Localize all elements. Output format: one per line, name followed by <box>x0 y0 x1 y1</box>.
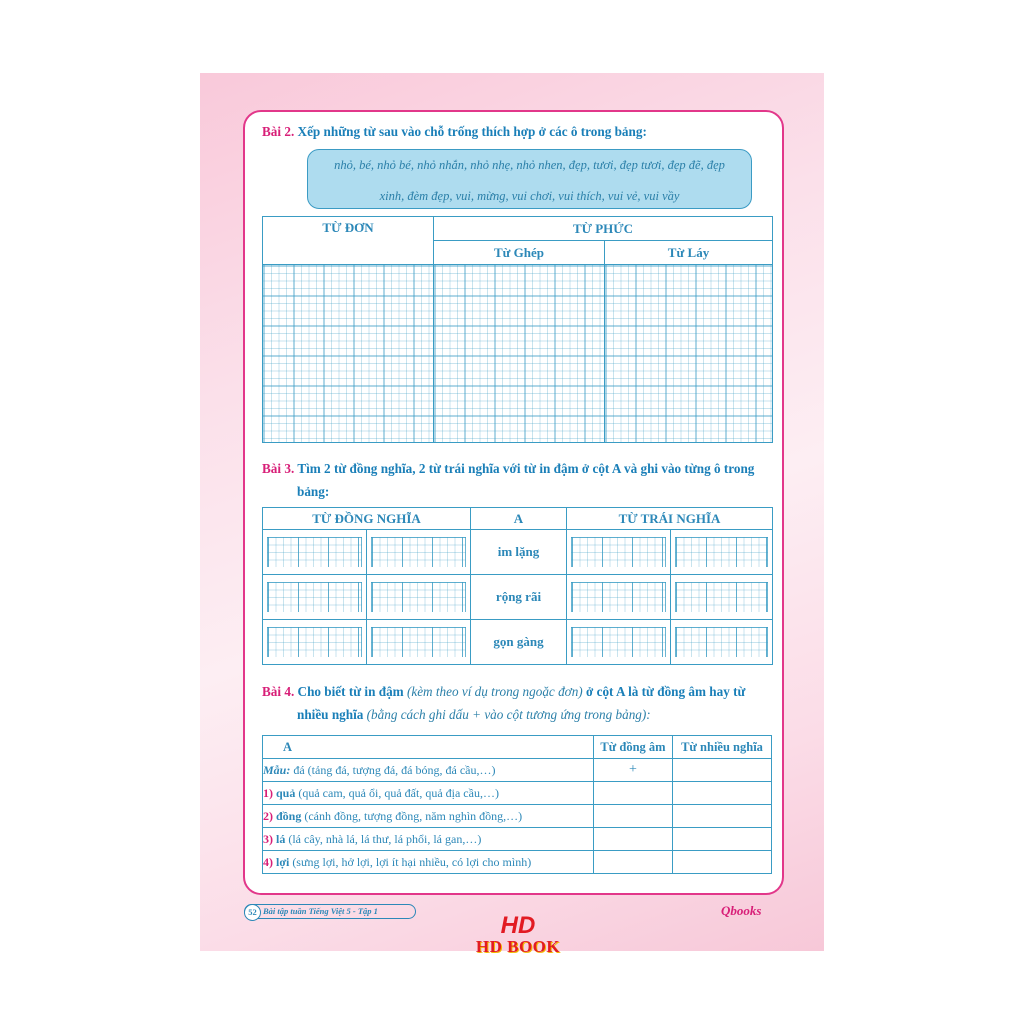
nhieu-nghia-cell[interactable] <box>673 782 772 805</box>
brand-logo: Qbooks <box>721 903 762 918</box>
ex3-heading <box>262 457 777 503</box>
ex2-word-box <box>307 149 752 209</box>
ex4-title-part2: ở cột A là từ đồng âm hay từ <box>586 684 746 699</box>
word-im-lang: im lặng <box>471 530 567 575</box>
ex4-title-part1: Cho biết từ in đậm <box>297 684 404 699</box>
row-la <box>263 828 594 851</box>
ex4-heading <box>262 680 777 726</box>
sample-mark: + <box>594 759 673 782</box>
dong-nghia-box[interactable] <box>267 627 362 657</box>
page-number: 52 <box>244 904 261 921</box>
dong-am-cell[interactable] <box>594 805 673 828</box>
dong-nghia-box[interactable] <box>371 537 466 567</box>
ex4-number: Bài 4. <box>262 684 295 699</box>
nhieu-nghia-cell[interactable] <box>673 851 772 874</box>
header-trai-nghia: TỪ TRÁI NGHĨA <box>567 508 773 530</box>
trai-nghia-box[interactable] <box>571 537 666 567</box>
sample-nhieu-nghia-cell <box>673 759 772 782</box>
dong-am-cell[interactable] <box>594 828 673 851</box>
dong-am-cell[interactable] <box>594 851 673 874</box>
sample-text: đá (tảng đá, tượng đá, đá bóng, đá cầu,…) <box>293 762 496 777</box>
row-word: đồng <box>276 808 302 823</box>
trai-nghia-box[interactable] <box>675 582 768 612</box>
sample-label: Mẫu: <box>263 762 291 777</box>
row-number: 4) <box>263 854 273 869</box>
ex2-words-line2: xinh, đèm đẹp, vui, mừng, vui chơi, vui thích, vui vẻ, vui vầy <box>379 189 680 203</box>
row-example: (quả cam, quả ổi, quả đất, quả địa cầu,…) <box>298 785 499 800</box>
ex3-title-line1: Tìm 2 từ đồng nghĩa, 2 từ trái nghĩa với từ in đậm ở cột A và ghi vào từng ô trong <box>297 461 755 476</box>
header-tu-lay: Từ Láy <box>605 241 773 265</box>
row-example: (cánh đồng, tượng đồng, năm nghìn đồng,…) <box>304 808 523 823</box>
ex3-number: Bài 3. <box>262 461 295 476</box>
tu-lay-answer-grid[interactable] <box>605 265 773 443</box>
row-example: (lá cây, nhà lá, lá thư, lá phổi, lá gan,…) <box>288 831 482 846</box>
sample-row <box>263 759 594 782</box>
row-example: (sưng lợi, hở lợi, lợi ít hại nhiều, có lợi cho mình) <box>292 854 532 869</box>
header-tu-ghep: Từ Ghép <box>434 241 605 265</box>
dong-am-cell[interactable] <box>594 782 673 805</box>
header-a: A <box>471 508 567 530</box>
row-word: lợi <box>276 854 290 869</box>
dong-nghia-box[interactable] <box>267 537 362 567</box>
ex4-title-italic2: (bằng cách ghi dấu + vào cột tương ứng trong bảng): <box>366 707 651 722</box>
header-dong-nghia: TỪ ĐỒNG NGHĨA <box>263 508 471 530</box>
ex2-table <box>262 216 773 443</box>
row-number: 3) <box>263 831 273 846</box>
ex4-title-italic1: (kèm theo ví dụ trong ngoặc đơn) <box>406 684 583 699</box>
ex2-words-line1: nhỏ, bé, nhỏ bé, nhỏ nhắn, nhỏ nhẹ, nhỏ nhen, đẹp, tươi, đẹp tươi, đẹp đẽ, đẹp <box>334 158 725 172</box>
row-word: lá <box>276 831 286 846</box>
word-rong-rai: rộng rãi <box>471 575 567 620</box>
tu-don-answer-grid[interactable] <box>263 265 434 443</box>
header-a: A <box>263 736 594 759</box>
ex2-title: Xếp những từ sau vào chỗ trống thích hợp ở các ô trong bảng: <box>297 124 647 139</box>
logo-mark: HD <box>500 912 536 939</box>
ex2-number: Bài 2. <box>262 124 295 139</box>
ex4-title-part3: nhiều nghĩa <box>297 707 364 722</box>
dong-nghia-box[interactable] <box>267 582 362 612</box>
nhieu-nghia-cell[interactable] <box>673 805 772 828</box>
logo-name: HD BOOK <box>475 937 561 956</box>
trai-nghia-box[interactable] <box>675 627 768 657</box>
trai-nghia-box[interactable] <box>571 582 666 612</box>
header-dong-am: Từ đồng âm <box>594 736 673 759</box>
ex3-table <box>262 507 773 665</box>
book-title: Bài tập tuần Tiếng Việt 5 - Tập 1 <box>263 906 378 916</box>
trai-nghia-box[interactable] <box>675 537 768 567</box>
ex4-table <box>262 735 772 874</box>
header-nhieu-nghia: Từ nhiều nghĩa <box>673 736 772 759</box>
row-word: quả <box>276 785 296 800</box>
header-tu-don: TỪ ĐƠN <box>263 217 434 265</box>
ex2-heading <box>262 120 647 143</box>
trai-nghia-box[interactable] <box>571 627 666 657</box>
word-gon-gang: gọn gàng <box>471 620 567 665</box>
row-number: 2) <box>263 808 273 823</box>
row-loi <box>263 851 594 874</box>
row-dong <box>263 805 594 828</box>
dong-nghia-box[interactable] <box>371 627 466 657</box>
header-tu-phuc: TỪ PHỨC <box>434 217 773 241</box>
row-number: 1) <box>263 785 273 800</box>
ex3-title-line2: bảng: <box>297 484 330 499</box>
row-qua <box>263 782 594 805</box>
nhieu-nghia-cell[interactable] <box>673 828 772 851</box>
dong-nghia-box[interactable] <box>371 582 466 612</box>
footer-book-title-bar <box>244 904 416 919</box>
tu-ghep-answer-grid[interactable] <box>434 265 605 443</box>
hd-book-logo <box>472 914 564 970</box>
